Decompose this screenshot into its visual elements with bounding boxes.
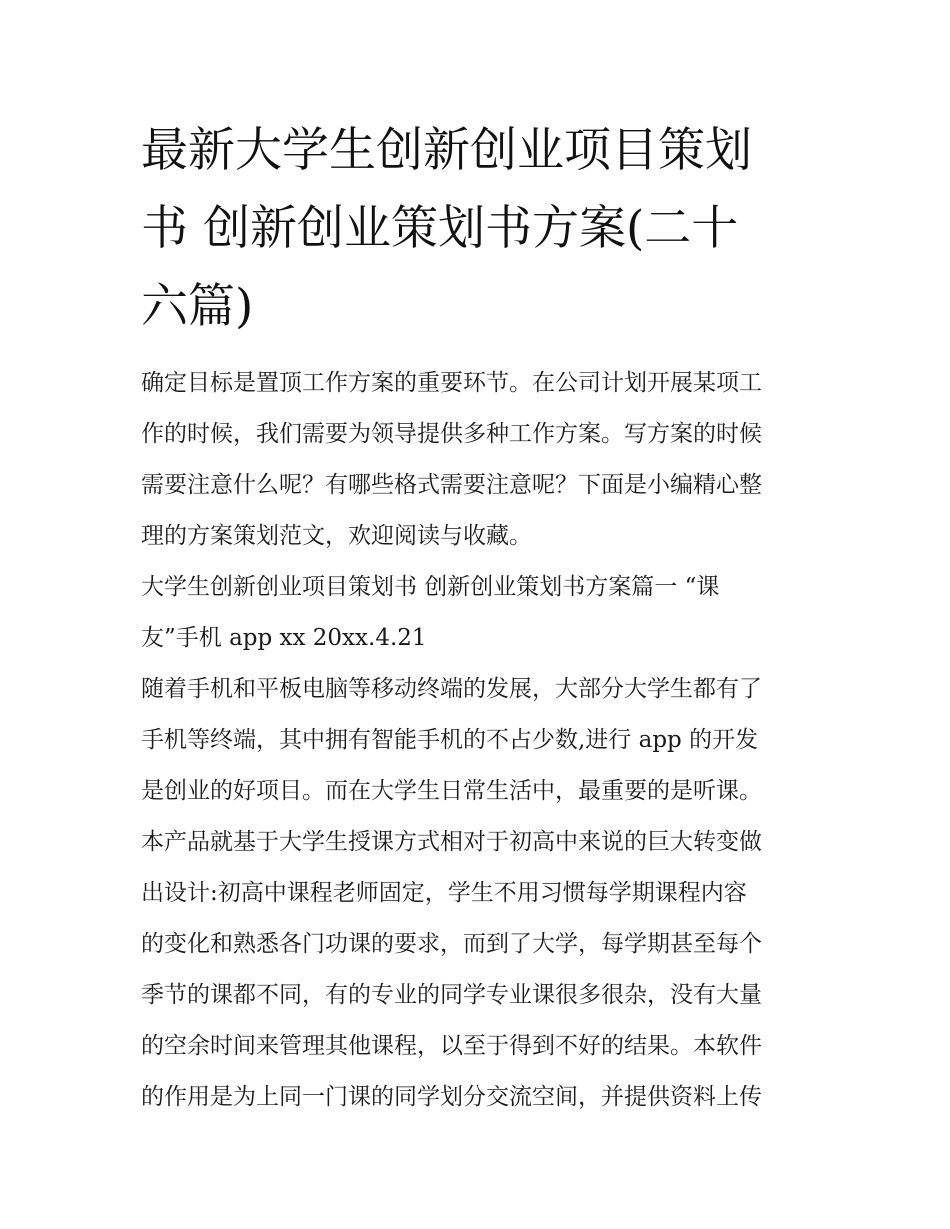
body-line-2: 手机等终端，其中拥有智能手机的不占少数,进行 app 的开发 xyxy=(141,727,759,753)
body-line-3: 是创业的好项目。而在大学生日常生活中，最重要的是听课。 xyxy=(141,778,762,804)
title-line-2: 书 创新创业策划书方案(二十 xyxy=(141,201,739,256)
body-line-6: 的变化和熟悉各门功课的要求，而到了大学，每学期甚至每个 xyxy=(141,931,762,957)
title-line-1: 最新大学生创新创业项目策划 xyxy=(141,123,752,178)
intro-line-3: 需要注意什么呢？有哪些格式需要注意呢？下面是小编精心整 xyxy=(141,472,762,498)
body-line-9: 的作用是为上同一门课的同学划分交流空间，并提供资料上传 xyxy=(141,1084,762,1110)
body-paragraph xyxy=(141,664,815,1123)
intro-line-2: 作的时候，我们需要为领导提供多种工作方案。写方案的时候 xyxy=(141,421,762,447)
body-line-7: 季节的课都不同，有的专业的同学专业课很多很杂，没有大量 xyxy=(141,982,762,1008)
intro-line-1: 确定目标是置顶工作方案的重要环节。在公司计划开展某项工 xyxy=(141,370,762,396)
body-line-1: 随着手机和平板电脑等移动终端的发展，大部分大学生都有了 xyxy=(141,676,762,702)
intro-line-4: 理的方案策划范文，欢迎阅读与收藏。 xyxy=(141,523,532,549)
section-heading-line-1: 大学生创新创业项目策划书 创新创业策划书方案篇一 “课 xyxy=(141,574,720,600)
section-heading-line-2: 友”手机 app xx 20xx.4.21 xyxy=(141,625,427,651)
section-heading xyxy=(141,562,815,664)
body-line-4: 本产品就基于大学生授课方式相对于初高中来说的巨大转变做 xyxy=(141,829,762,855)
document-title xyxy=(141,112,815,346)
document-page xyxy=(141,112,815,1123)
body-line-5: 出设计:初高中课程老师固定，学生不用习惯每学期课程内容 xyxy=(141,880,747,906)
intro-paragraph xyxy=(141,358,815,562)
document-body xyxy=(141,358,815,1123)
body-line-8: 的空余时间来管理其他课程，以至于得到不好的结果。本软件 xyxy=(141,1033,762,1059)
title-line-3: 六篇) xyxy=(141,279,254,334)
